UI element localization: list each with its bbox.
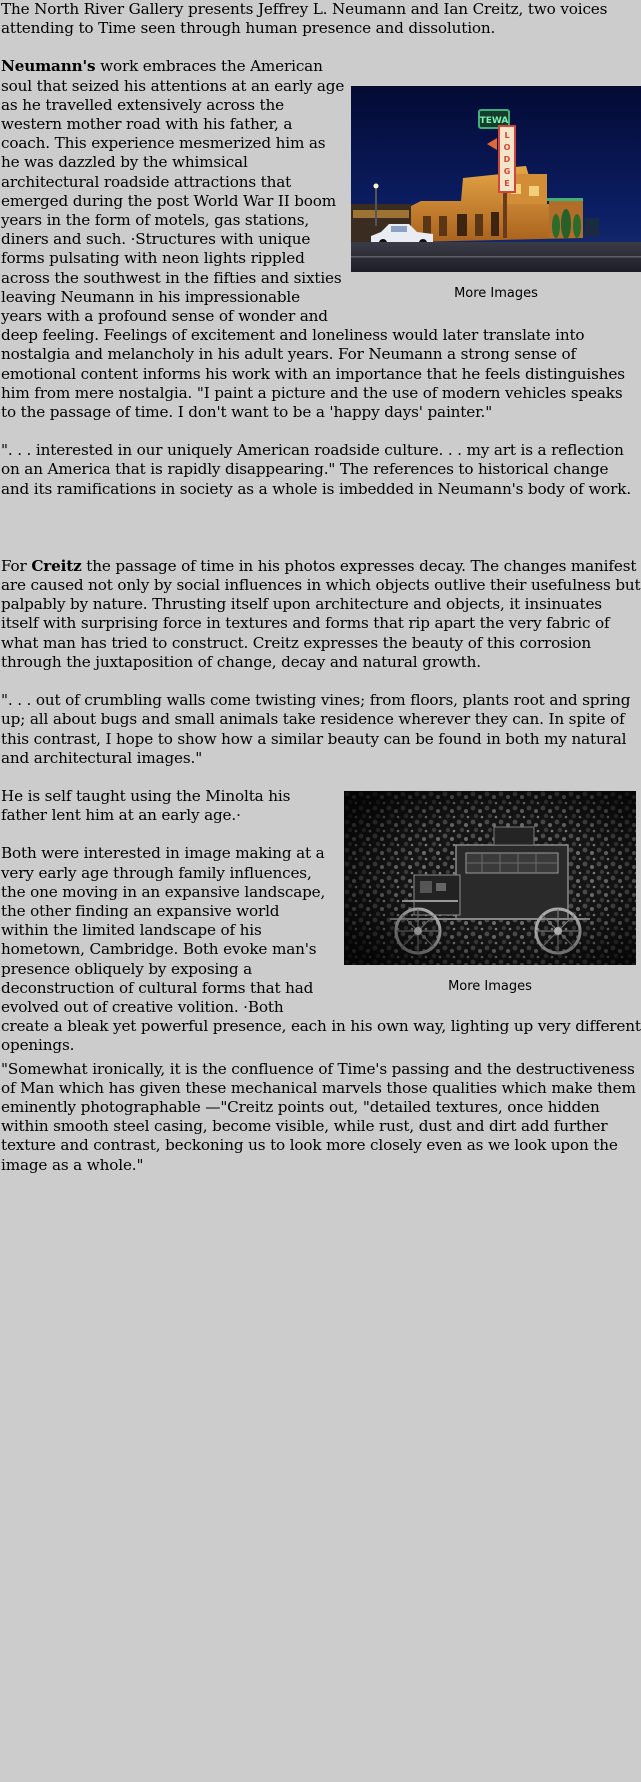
svg-text:L: L (504, 131, 510, 141)
neumann-quote: ". . . interested in our uniquely American roadside culture. . . my art is a reflection on an America that is rapidly disappearing." The references to historical change and its ramifications in society as a whole is imbedded in Neumann's body of work. (1, 441, 632, 498)
svg-text:E: E (504, 179, 510, 189)
tewa-lodge-painting[interactable] (351, 86, 641, 272)
intro-paragraph: The North River Gallery presents Jeffrey L. Neumann and Ian Creitz, two voices attending to Time seen through human presence and dissolution. (1, 0, 608, 38)
creitz-quote: ". . . out of crumbling walls come twisting vines; from floors, plants root and spring up; all about bugs and small animals take residence wherever they can. In spite of this contrast, I hope to show how a similar beauty can be found in both my natural and architectural images." (1, 691, 631, 767)
both-paragraph: Both were interested in image making at a very early age through family influences, the one moving in an expansive landscape, the other finding an expansive world within the limited landscape of his hometown, Cambridge. Both evoke man's presence obliquely by exposing a deconstruction of cultural forms that had evolved out of creative volition. ·Both create a bleak yet powerful presence, each in his own way, lighting up very different openings. (1, 844, 641, 1055)
svg-text:G: G (503, 167, 511, 177)
creitz-final-quote: "Somewhat ironically, it is the confluence of Time's passing and the destructiveness of Man which has given these mechanical marvels those qualities which make them eminently photographable —"Creitz points out, "detailed textures, once hidden within smooth steel casing, become visible, while rust, dust and dirt add further texture and contrast, beckoning us to look more closely even as we look upon the image as a whole." (1, 1059, 636, 1174)
creitz-paragraph-text: the passage of time in his photos expresses decay. The changes manifest are caused not only by social influences in which objects outlive their usefulness but palpably by nature. Thrusting itself upon architecture and objects, it insinuates itself with surprising force in textures and forms that rip apart the very fabric of what man has tried to construct. Creitz expresses the beauty of this corrosion through the juxtaposition of change, decay and natural growth. (1, 556, 641, 671)
neumann-figure (351, 86, 641, 302)
antique-truck-photo[interactable] (344, 791, 636, 965)
creitz-figure (344, 791, 636, 995)
svg-text:O: O (503, 143, 511, 153)
svg-text:D: D (503, 155, 511, 165)
tewa-sign-text: TEWA (479, 116, 509, 127)
creitz-paragraph (1, 557, 641, 672)
creitz-self-taught: He is self taught using the Minolta his father lent him at an early age.· (1, 786, 291, 825)
neumann-more-images-link[interactable]: More Images (454, 286, 538, 302)
creitz-prefix: For (1, 556, 32, 575)
neumann-name: Neumann's (1, 57, 96, 76)
neumann-paragraph-text: work embraces the American soul that seized his attentions at an early age as he travelled extensively across the western mother road with his father, a coach. This experience mesmerized him as he was dazzled by the whimsical architectural roadside attractions that emerged during the post World War II boom years in the form of motels, gas stations, diners and such. ·Structures with unique forms pulsating with neon lights rippled across the southwest in the fifties and sixties leaving Neumann in his impressionable years with a profound sense of wonder and deep feeling. Feelings of excitement and loneliness would later translate into nostalgia and melancholy in his adult years. For Neumann a strong sense of emotional content informs his work with an importance that he feels distinguishes him from mere nostalgia. "I paint a picture and the use of modern vehicles speaks to the passage of time. I don't want to be a 'happy days' painter." (1, 57, 625, 422)
creitz-more-images-link[interactable]: More Images (448, 978, 532, 994)
creitz-name: Creitz (31, 556, 82, 575)
